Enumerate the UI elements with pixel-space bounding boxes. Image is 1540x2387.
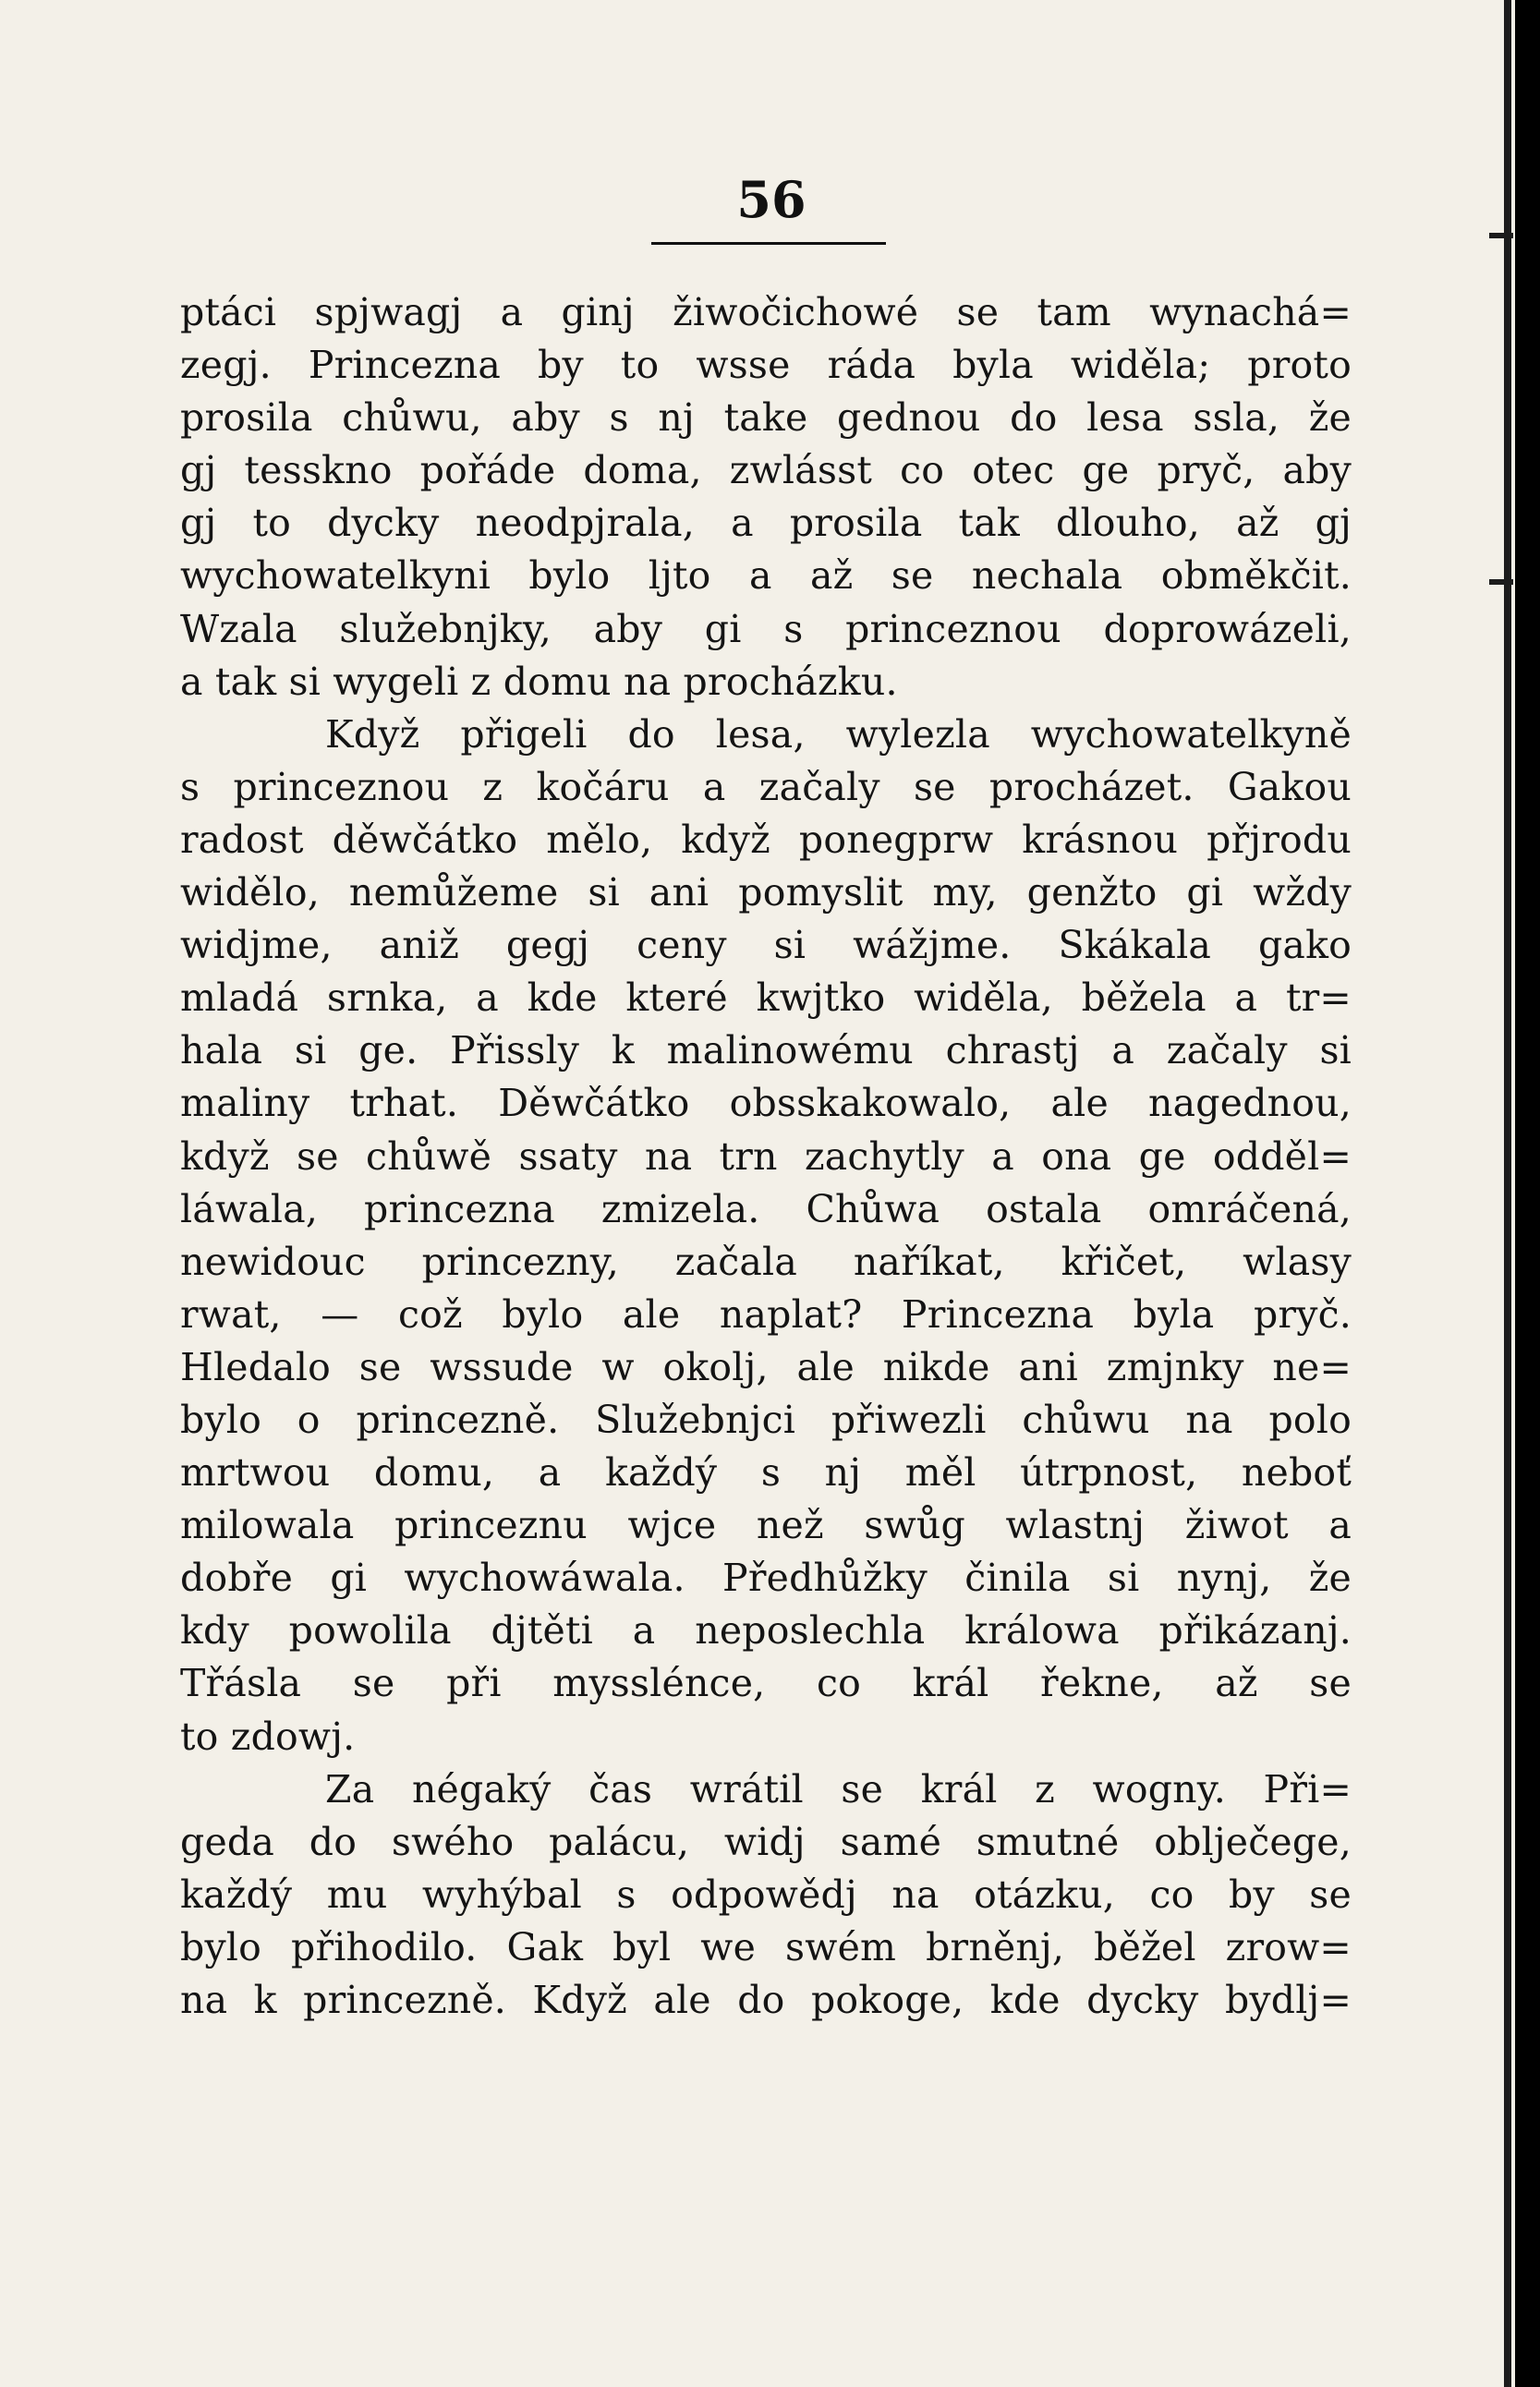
text-line: prosila chůwu, aby s nj take gednou do lesa ssla, že [180,395,1352,441]
text-line: mladá srnka, a kde které kwjtko widěla, běžela a tr= [180,975,1352,1021]
text-line: bylo o princezně. Služebnjci přiwezli chůwu na polo [180,1397,1352,1442]
text-line: Když přigeli do lesa, wylezla wychowatelkyně [325,711,1352,757]
text-line: když se chůwě ssaty na trn zachytly a ona ge odděl= [180,1133,1352,1179]
page-number: 56 [736,170,806,229]
text-line: a tak si wygeli z domu na procházku. [180,659,898,704]
text-line: gj tesskno pořáde doma, zwlásst co otec ge pryč, aby [180,448,1352,493]
page-number-rule [651,242,886,245]
text-line: geda do swého palácu, widj samé smutné oblječege, [180,1819,1352,1864]
text-line: dobře gi wychowáwala. Předhůžky činila si nynj, že [180,1556,1352,1601]
text-line: hala si ge. Přissly k malinowému chrastj a začaly si [180,1028,1352,1073]
text-line: radost děwčátko mělo, když ponegprw krásnou přjrodu [180,817,1352,862]
text-line: milowala princeznu wjce než swůg wlastnj žiwot a [180,1503,1352,1548]
text-line: ptáci spjwagj a ginj žiwočichowé se tam wynachá= [180,290,1352,334]
text-line: kdy powolila djtěti a neposlechla králowa přikázanj. [180,1608,1352,1654]
text-line: wychowatelkyni bylo ljto a až se nechala obměkčit. [180,553,1352,599]
text-line: to zdowj. [180,1714,356,1759]
edge-mark [1489,233,1513,238]
text-line: gj to dycky neodpjrala, a prosila tak dlouho, až gj [180,501,1352,546]
text-line: bylo přihodilo. Gak byl we swém brněnj, běžel zrow= [180,1924,1352,1969]
text-line: rwat, — což bylo ale naplat? Princezna byla pryč. [180,1291,1352,1337]
page-edge [1504,0,1511,2387]
text-line: newidouc princezny, začala naříkat, křičet, wlasy [180,1239,1352,1284]
body-text [180,286,1352,2027]
text-line: Za négaký čas wrátil se král z wogny. Při= [325,1766,1352,1811]
text-line: zegj. Princezna by to wsse ráda byla widěla; proto [180,343,1352,388]
text-line: widělo, nemůžeme si ani pomyslit my, genžto gi wždy [180,870,1352,915]
text-line: každý mu wyhýbal s odpowědj na otázku, co by se [180,1872,1352,1917]
edge-mark [1489,579,1513,585]
text-line: láwala, princezna zmizela. Chůwa ostala omráčená, [180,1186,1352,1231]
text-line: maliny trhat. Děwčátko obsskakowalo, ale nagednou, [180,1081,1352,1126]
text-line: Třásla se při mysslénce, co král řekne, až se [180,1661,1352,1706]
text-line: widjme, aniž gegj ceny si wážjme. Skákala gako [180,923,1352,968]
text-line: Hledalo se wssude w okolj, ale nikde ani zmjnky ne= [180,1344,1352,1389]
text-line: na k princezně. Když ale do pokoge, kde dycky bydlj= [180,1978,1352,2022]
text-line: Wzala služebnjky, aby gi s princeznou doprowázeli, [180,606,1352,651]
text-line: mrtwou domu, a každý s nj měl útrpnost, neboť [180,1450,1352,1496]
text-line: s princeznou z kočáru a začaly se procházet. Gakou [180,764,1352,809]
